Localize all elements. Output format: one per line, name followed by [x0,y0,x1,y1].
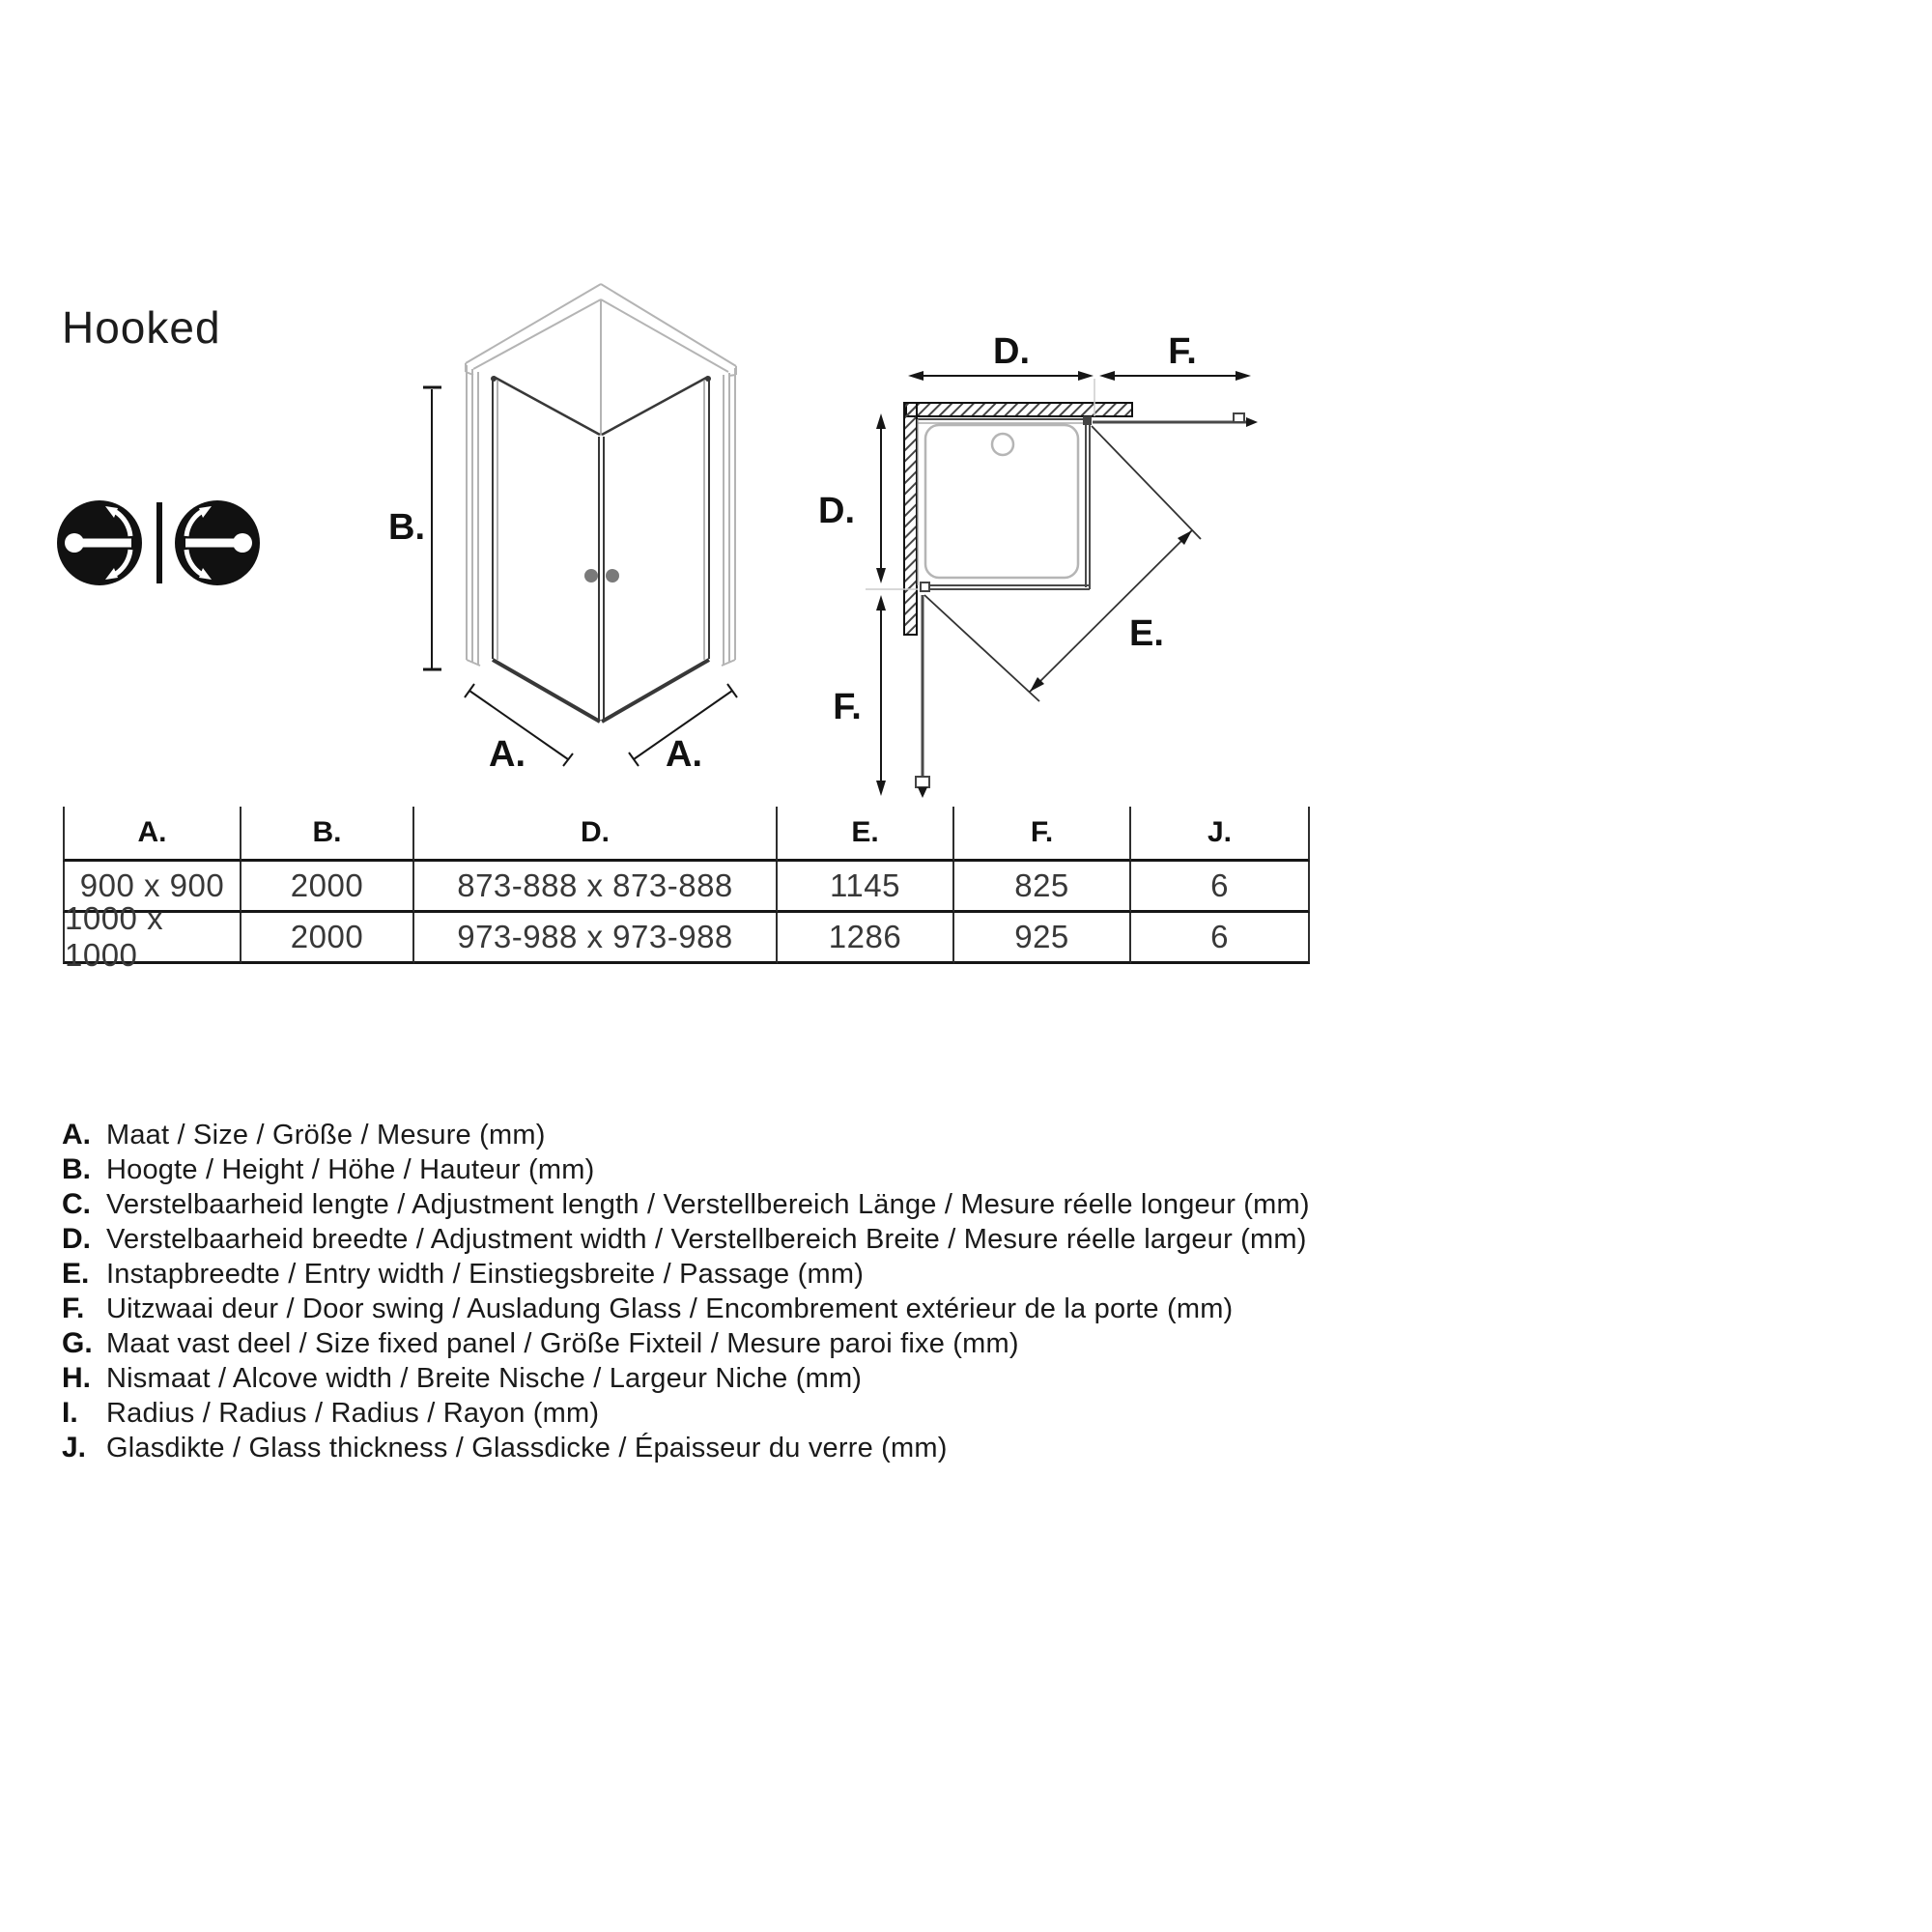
table-cell: 825 [954,862,1131,913]
dim-label-d-left: D. [818,491,855,531]
legend-key: J. [62,1432,87,1463]
legend-key: A. [62,1119,91,1151]
legend-text: Verstelbaarheid lengte / Adjustment length / Verstellbereich Länge / Mesure réelle longeur (mm) [106,1188,1310,1220]
legend-key: G. [62,1327,93,1359]
legend-item [62,1152,1310,1187]
dim-label-d-top: D. [993,331,1030,372]
legend-text: Radius / Radius / Radius / Rayon (mm) [106,1397,600,1429]
shower-tray [925,425,1078,578]
wall-left [904,403,917,635]
pivot-bottom-left [921,582,929,591]
legend-text: Verstelbaarheid breedte / Adjustment width / Verstellbereich Breite / Mesure réelle largeur (mm) [106,1223,1307,1255]
table-header-cell: A. [63,807,242,862]
dimension-d-left [876,413,886,583]
spec-table [63,807,1310,973]
legend-key: C. [62,1188,91,1220]
door-swing-right-icon [175,500,260,585]
table-header-cell: D. [414,807,778,862]
table-header-cell: E. [778,807,954,862]
icon-separator [156,502,162,583]
table-cell: 873-888 x 873-888 [414,862,778,913]
table-cell: 2000 [242,862,414,913]
legend-key: F. [62,1293,85,1324]
legend-item [62,1292,1310,1326]
legend-key: E. [62,1258,90,1290]
table-cell: 1000 x 1000 [63,913,242,964]
table-header-cell: B. [242,807,414,862]
door-knob-left [584,569,598,582]
dimension-f-top [1099,371,1251,381]
legend-item [62,1222,1310,1257]
legend-text: Nismaat / Alcove width / Breite Nische / Largeur Niche (mm) [106,1362,863,1394]
pivot-top-right [1083,416,1092,425]
product-title: Hooked [62,302,221,353]
table-cell: 6 [1131,862,1310,913]
dim-label-a-right: A. [666,734,702,775]
door-swing-icons [48,488,261,599]
enclosure-frame [918,419,1090,589]
hinge-dot-left [491,376,497,382]
table-cell: 900 x 900 [63,862,242,913]
dim-label-f-top: F. [1168,331,1197,372]
legend-item [62,1118,1310,1152]
door-swing-left-icon [57,500,142,585]
legend-text: Maat vast deel / Size fixed panel / Größe Fixteil / Mesure paroi fixe (mm) [106,1327,1019,1359]
legend-item [62,1326,1310,1361]
legend-item [62,1361,1310,1396]
drain-circle [992,434,1013,455]
legend-item [62,1257,1310,1292]
legend-key: I. [62,1397,78,1429]
dim-label-f-left: F. [833,687,862,727]
legend-text: Hoogte / Height / Höhe / Hauteur (mm) [106,1153,595,1185]
legend-item [62,1396,1310,1431]
door-knob-right [606,569,619,582]
table-header-cell: F. [954,807,1131,862]
table-cell: 925 [954,913,1131,964]
legend [62,1118,1310,1465]
wall-top [906,403,1132,416]
table-cell: 973-988 x 973-988 [414,913,778,964]
table-cell: 6 [1131,913,1310,964]
table-cell: 2000 [242,913,414,964]
legend-text: Glasdikte / Glass thickness / Glassdicke / Épaisseur du verre (mm) [106,1432,948,1463]
dim-label-e: E. [1129,613,1164,654]
dimension-e [1030,530,1192,692]
legend-key: H. [62,1362,91,1394]
legend-item [62,1431,1310,1465]
legend-key: D. [62,1223,91,1255]
dimension-f-left [876,595,886,796]
table-cell: 1286 [778,913,954,964]
dim-label-a-left: A. [489,734,526,775]
legend-text: Uitzwaai deur / Door swing / Ausladung Glass / Encombrement extérieur de la porte (mm) [106,1293,1234,1324]
open-door-bottom [916,595,929,798]
legend-text: Maat / Size / Größe / Mesure (mm) [106,1119,546,1151]
table-cell: 1145 [778,862,954,913]
isometric-diagram [261,261,773,787]
wall-frame-lines [466,284,736,666]
dim-label-b: B. [388,507,425,548]
legend-text: Instapbreedte / Entry width / Einstiegsbreite / Passage (mm) [106,1258,865,1290]
top-view-diagram [802,319,1275,811]
dimension-b [423,387,441,669]
table-header-cell: J. [1131,807,1310,862]
legend-item [62,1187,1310,1222]
dimension-d-top [908,371,1094,381]
legend-key: B. [62,1153,91,1185]
hinge-dot-right [705,376,711,382]
